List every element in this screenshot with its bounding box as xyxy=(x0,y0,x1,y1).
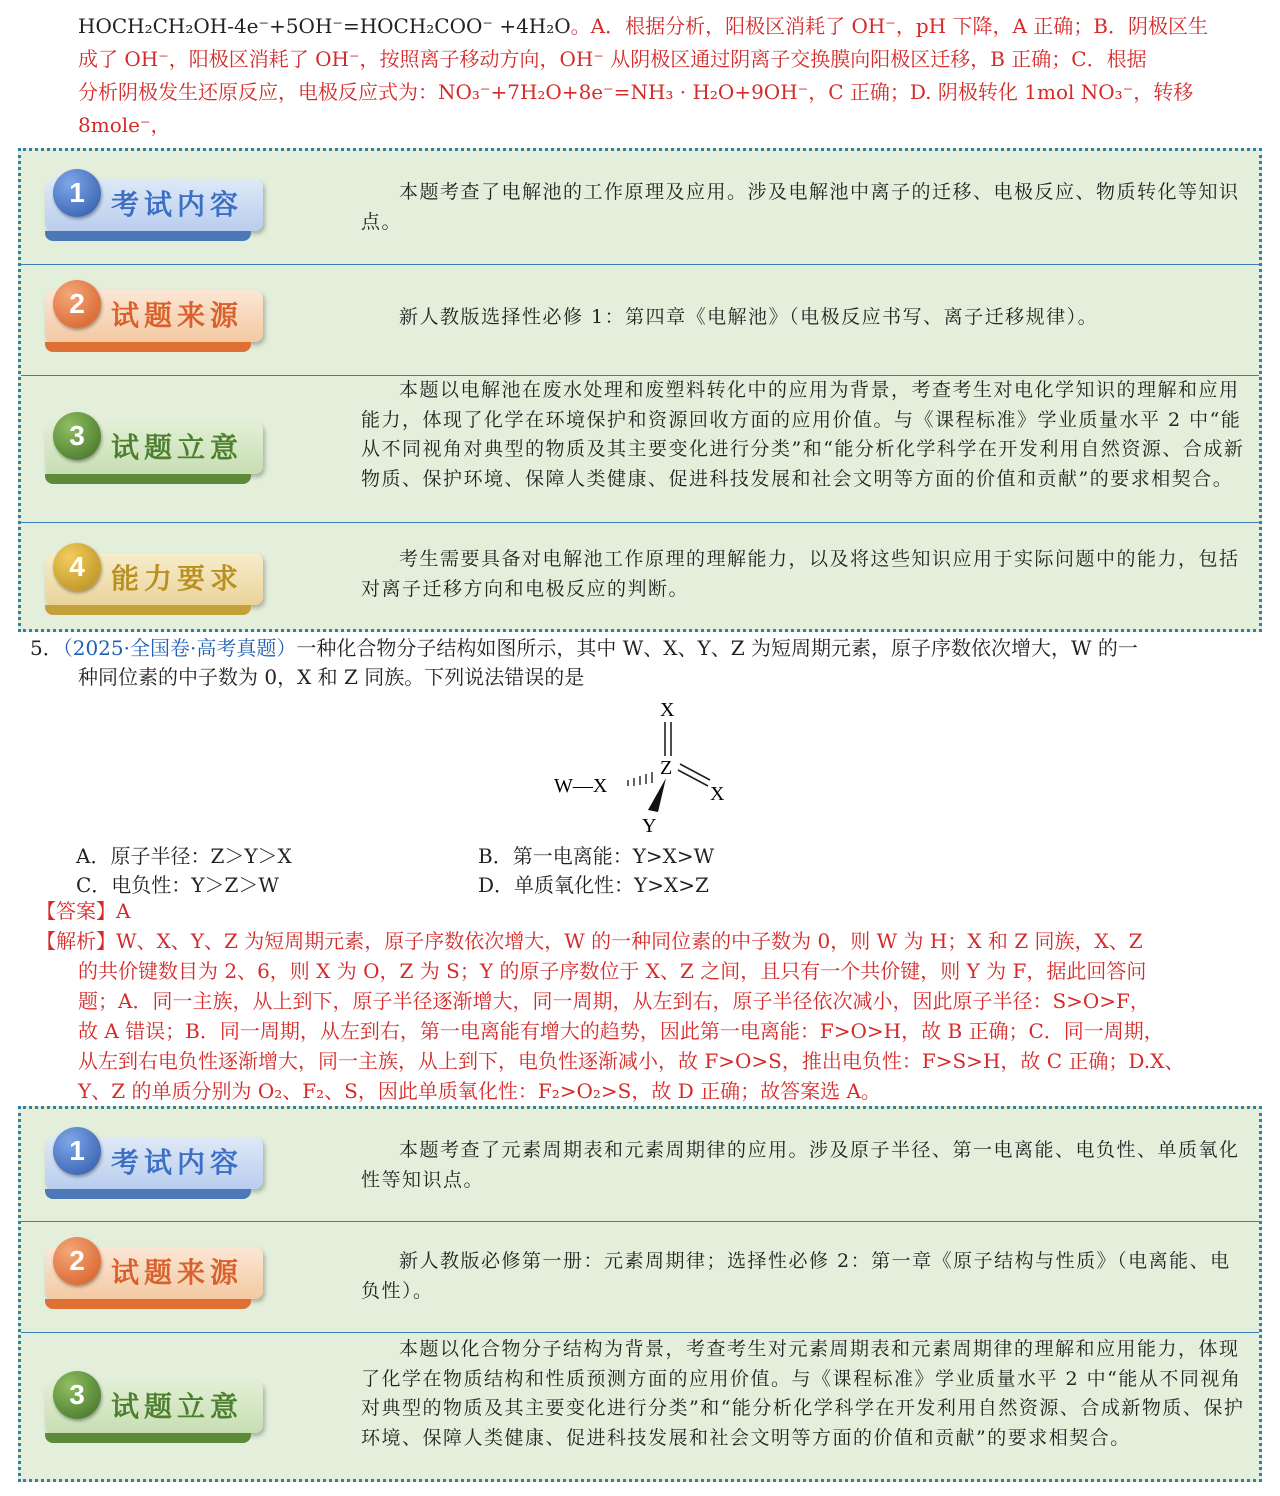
option-d[interactable]: D．单质氧化性：Y>X>Z xyxy=(478,873,709,897)
analysis-line-4: 故 A 错误；B．同一周期，从左到右，第一电离能有增大的趋势，因此第一电离能：F>O>H，故 B 正确；C．同一周期， xyxy=(78,1019,1164,1043)
q5-answer xyxy=(36,896,1206,926)
badge-number: 2 xyxy=(53,280,101,328)
row-text: 本题以电解池在废水处理和废塑料转化中的应用为背景，考查考生对电化学知识的理解和应用能力，体现了化学在环境保护和资源回收方面的应用价值。与《课程标准》学业质量水平 2 中“能从不同视角对典型的物质及其主要变化进行分类”和“能分析化学科学在开发利用自然资源、合成新物质、保护环境、保障人类健康、促进科技发展和社会文明等方面的价值和贡献”的要求相契合。 xyxy=(361,379,1245,490)
atom-x-right: X xyxy=(710,783,725,805)
badge-label: 试题来源 xyxy=(111,1256,244,1289)
box-row-intent xyxy=(21,375,1259,523)
badge-exam-content xyxy=(45,1137,263,1189)
answer-value: A xyxy=(116,899,131,923)
q4-line-1 xyxy=(78,10,1248,43)
molecule-structure xyxy=(548,694,748,834)
badge-label: 能力要求 xyxy=(111,562,244,595)
box-row-source xyxy=(21,1221,1259,1333)
badge-ability xyxy=(45,553,263,605)
badge-source xyxy=(45,1247,263,1299)
badge-source xyxy=(45,290,263,342)
analysis-tag: 【解析】 xyxy=(36,929,116,953)
analysis-box-q4 xyxy=(18,148,1262,632)
q5-stem-line-1 xyxy=(30,634,1255,663)
badge-number: 1 xyxy=(53,1127,101,1175)
badge-label: 试题来源 xyxy=(111,299,244,332)
row-text: 新人教版选择性必修 1：第四章《电解池》（电极反应书写、离子迁移规律）。 xyxy=(399,306,1099,328)
badge-exam-content xyxy=(45,179,263,231)
q4-line-3: 分析阴极发生还原反应，电极反应式为：NO₃⁻+7H₂O+8e⁻=NH₃ · H₂O+9OH⁻，C 正确；D. 阴极转化 1mol NO₃⁻，转移 8mole⁻， xyxy=(78,80,1194,137)
row-text: 本题考查了电解池的工作原理及应用。涉及电解池中离子的迁移、电极反应、物质转化等知识点。 xyxy=(361,181,1240,233)
option-c[interactable]: C．电负性：Y＞Z＞W xyxy=(76,873,279,897)
q5-source: （2025·全国卷·高考真题） xyxy=(62,636,297,660)
row-text: 本题以化合物分子结构为背景，考查考生对元素周期表和元素周期律的理解和应用能力，体现了化学在物质结构和性质预测方面的应用价值。与《课程标准》学业质量水平 2 中“能从不同视角对典型的物质及其主要变化进行分类”和“能分析化学科学在开发利用自然资源、合成新物质、保护环境、保障人类健康、促进科技发展和社会文明等方面的价值和贡献”的要求相契合。 xyxy=(361,1338,1245,1449)
q5-stem xyxy=(30,634,1255,692)
q5-number: 5． xyxy=(30,636,63,660)
analysis-line-2: 的共价键数目为 2、6，则 X 为 O，Z 为 S；Y 的原子序数位于 X、Z 之间，且只有一个共价键，则 Y 为 F，据此回答问 xyxy=(78,959,1147,983)
badge-label: 试题立意 xyxy=(111,431,244,464)
q5-stem-text-1: 一种化合物分子结构如图所示，其中 W、X、Y、Z 为短周期元素，原子序数依次增大，W 的一 xyxy=(296,636,1138,660)
analysis-line-3: 题；A．同一主族，从上到下，原子半径逐渐增大，同一周期，从左到右，原子半径依次减小，因此原子半径：S>O>F， xyxy=(78,989,1150,1013)
badge-intent xyxy=(45,1381,263,1433)
badge-label: 试题立意 xyxy=(111,1390,244,1423)
row-text: 本题考查了元素周期表和元素周期律的应用。涉及原子半径、第一电离能、电负性、单质氧化性等知识点。 xyxy=(361,1139,1240,1191)
box-row-exam-content xyxy=(21,1109,1259,1221)
badge-number: 4 xyxy=(53,543,101,591)
option-b[interactable]: B．第一电离能：Y>X>W xyxy=(478,844,715,868)
q4-line-2: 成了 OH⁻，阳极区消耗了 OH⁻，按照离子移动方向，OH⁻ 从阴极区通过阴离子交换膜向阳极区迁移，B 正确；C．根据 xyxy=(78,47,1147,71)
badge-number: 1 xyxy=(53,169,101,217)
box-row-exam-content xyxy=(21,151,1259,264)
double-bond-right xyxy=(678,770,708,786)
analysis-box-q5 xyxy=(18,1106,1262,1482)
hashed-bond xyxy=(628,772,652,786)
badge-number: 2 xyxy=(53,1237,101,1285)
badge-label: 考试内容 xyxy=(111,1146,244,1179)
q5-analysis xyxy=(36,926,1256,1106)
badge-label: 考试内容 xyxy=(111,188,244,221)
double-bond-right-2 xyxy=(680,764,710,780)
badge-intent xyxy=(45,422,263,474)
atom-w-x-left: W—X xyxy=(554,775,608,797)
box-row-source xyxy=(21,264,1259,376)
option-a[interactable]: A．原子半径：Z＞Y＞X xyxy=(76,844,292,868)
row-text: 新人教版必修第一册：元素周期律；选择性必修 2：第一章《原子结构与性质》（电离能、电负性）。 xyxy=(361,1250,1231,1302)
atom-y-bottom: Y xyxy=(642,815,657,834)
q5-stem-line-2: 种同位素的中子数为 0，X 和 Z 同族。下列说法错误的是 xyxy=(78,665,585,689)
analysis-line-1 xyxy=(36,926,1256,956)
badge-number: 3 xyxy=(53,1371,101,1419)
badge-number: 3 xyxy=(53,412,101,460)
box-row-intent xyxy=(21,1332,1259,1480)
wedge-bond xyxy=(648,778,666,812)
analysis-line-6: Y、Z 的单质分别为 O₂、F₂、S，因此单质氧化性：F₂>O₂>S，故 D 正确；故答案选 A。 xyxy=(78,1079,881,1103)
atom-x-top: X xyxy=(660,699,675,721)
q4-equation: HOCH₂CH₂OH-4e⁻+5OH⁻=HOCH₂COO⁻ +4H₂O xyxy=(78,14,571,38)
analysis-line-5: 从左到右电负性逐渐增大，同一主族，从上到下，电负性逐渐减小，故 F>O>S，推出电负性：F>S>H，故 C 正确；D.X、 xyxy=(78,1049,1185,1073)
analysis-text-1: W、X、Y、Z 为短周期元素，原子序数依次增大，W 的一种同位素的中子数为 0，则 W 为 H；X 和 Z 同族，X、Z xyxy=(116,929,1143,953)
answer-tag: 【答案】 xyxy=(36,899,116,923)
box-row-ability xyxy=(21,522,1259,636)
row-text: 考生需要具备对电解池工作原理的理解能力，以及将这些知识应用于实际问题中的能力，包括对离子迁移方向和电极反应的判断。 xyxy=(361,548,1240,600)
q4-line-1-red: 。A．根据分析，阳极区消耗了 OH⁻，pH 下降，A 正确；B．阴极区生 xyxy=(570,14,1208,38)
atom-z-center: Z xyxy=(660,757,673,779)
